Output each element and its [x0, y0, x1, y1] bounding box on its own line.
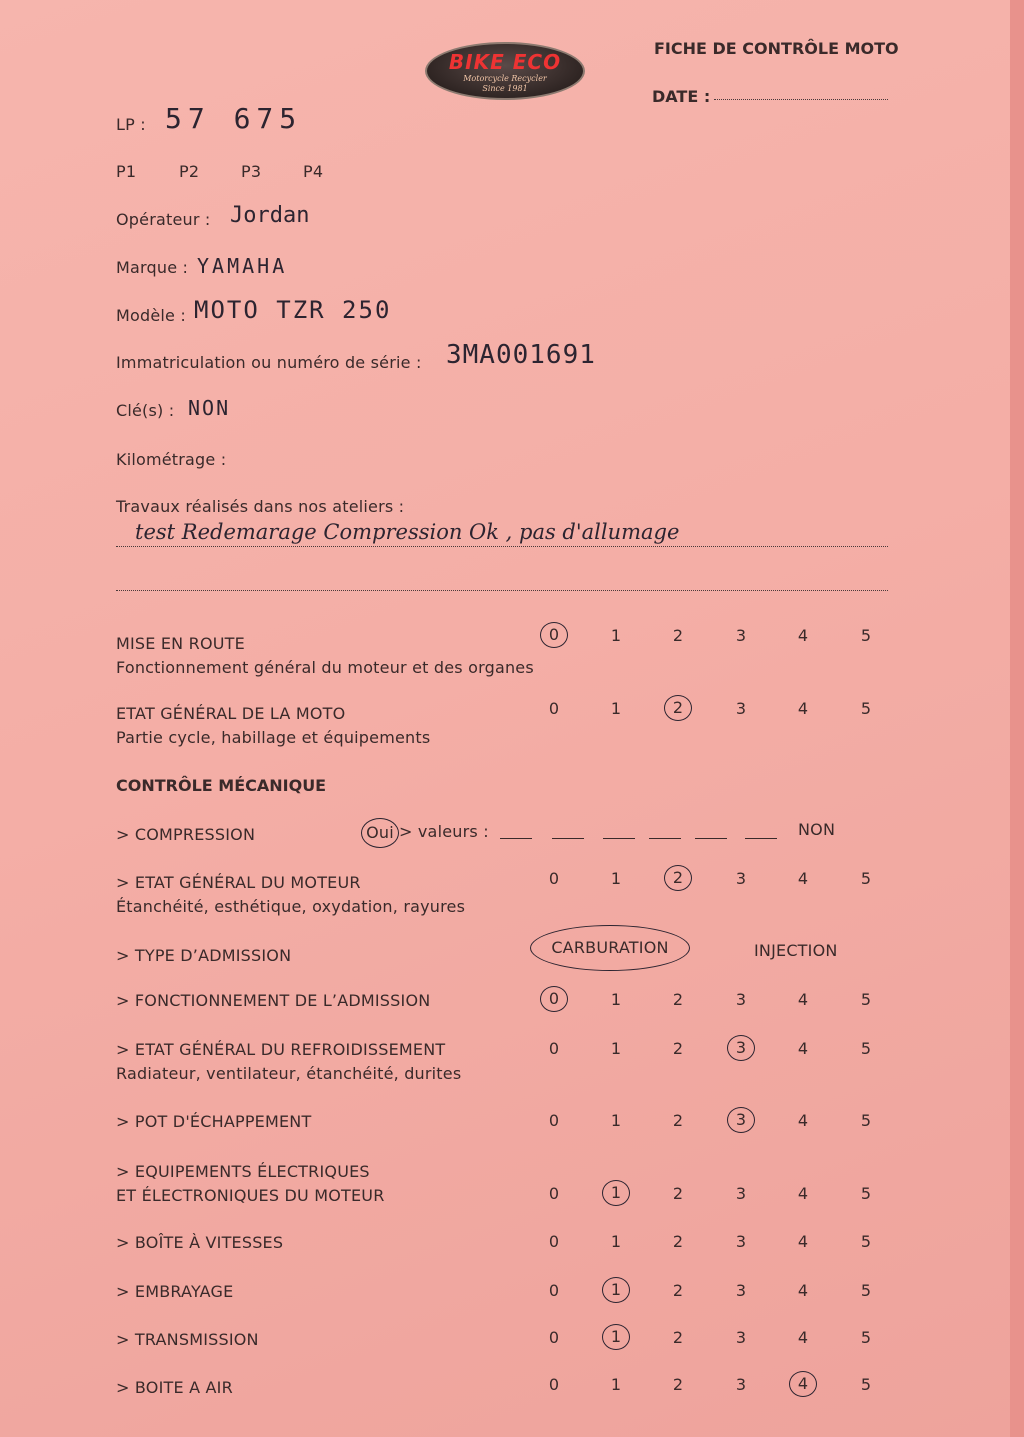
- rating-option[interactable]: 5: [860, 626, 872, 645]
- valeur-field-5[interactable]: [695, 838, 727, 839]
- cles-label: Clé(s) :: [116, 401, 175, 420]
- rating-option[interactable]: 3: [735, 626, 747, 645]
- rating-option[interactable]: 5: [860, 1184, 872, 1203]
- rating-title: MISE EN ROUTE: [116, 634, 245, 653]
- rating-option[interactable]: 3: [735, 1281, 747, 1300]
- rating-option[interactable]: 4: [797, 1328, 809, 1347]
- logo-tagline: Motorcycle Recycler: [463, 74, 547, 83]
- lp-label: LP :: [116, 115, 146, 134]
- km-label: Kilométrage :: [116, 450, 227, 469]
- rating-option[interactable]: 0: [548, 1039, 560, 1058]
- rating-option-selected[interactable]: 3: [727, 1107, 755, 1133]
- rating-option[interactable]: 3: [735, 990, 747, 1009]
- rating-option[interactable]: 2: [672, 1281, 684, 1300]
- rating-option[interactable]: 2: [672, 1375, 684, 1394]
- rating-option-selected[interactable]: 2: [664, 695, 692, 721]
- rating-option[interactable]: 4: [797, 626, 809, 645]
- rating-title: ETAT GÉNÉRAL DE LA MOTO: [116, 704, 346, 723]
- rating-option-selected[interactable]: 4: [789, 1371, 817, 1397]
- rating-option[interactable]: 0: [548, 1375, 560, 1394]
- rating-option[interactable]: 4: [797, 699, 809, 718]
- rating-option-selected[interactable]: 0: [540, 986, 568, 1012]
- rating-title: > BOÎTE À VITESSES: [116, 1233, 284, 1252]
- travaux-line-1: [116, 546, 888, 547]
- date-field[interactable]: [714, 99, 888, 100]
- rating-option[interactable]: 5: [860, 1281, 872, 1300]
- rating-option[interactable]: 1: [610, 1111, 622, 1130]
- rating-option[interactable]: 3: [735, 699, 747, 718]
- rating-option[interactable]: 5: [860, 1328, 872, 1347]
- background-edge: [1010, 0, 1024, 1437]
- immat-value[interactable]: 3MA001691: [446, 340, 596, 370]
- rating-option[interactable]: 4: [797, 990, 809, 1009]
- rating-option-selected[interactable]: 1: [602, 1324, 630, 1350]
- rating-subtitle: Fonctionnement général du moteur et des organes: [116, 658, 534, 677]
- position-p3[interactable]: P3: [241, 162, 262, 181]
- rating-option[interactable]: 0: [548, 1328, 560, 1347]
- rating-option[interactable]: 0: [548, 1232, 560, 1251]
- valeur-field-2[interactable]: [552, 838, 584, 839]
- rating-option[interactable]: 5: [860, 1111, 872, 1130]
- modele-label: Modèle :: [116, 306, 186, 325]
- rating-subtitle: Radiateur, ventilateur, étanchéité, durites: [116, 1064, 462, 1083]
- admission-type-label: > TYPE D’ADMISSION: [116, 946, 292, 965]
- rating-title: > EQUIPEMENTS ÉLECTRIQUES: [116, 1162, 370, 1181]
- rating-title: > TRANSMISSION: [116, 1330, 259, 1349]
- rating-option[interactable]: 2: [672, 1328, 684, 1347]
- rating-option[interactable]: 0: [548, 699, 560, 718]
- rating-subtitle: Étanchéité, esthétique, oxydation, rayures: [116, 897, 466, 916]
- section-controle-mecanique: CONTRÔLE MÉCANIQUE: [116, 776, 327, 795]
- lp-value[interactable]: 57 675: [165, 102, 303, 135]
- rating-option[interactable]: 1: [610, 626, 622, 645]
- valeur-field-6[interactable]: [745, 838, 777, 839]
- rating-option[interactable]: 2: [672, 1232, 684, 1251]
- rating-option-selected[interactable]: 3: [727, 1035, 755, 1061]
- rating-option[interactable]: 5: [860, 869, 872, 888]
- marque-label: Marque :: [116, 258, 189, 277]
- injection-option[interactable]: INJECTION: [754, 941, 838, 960]
- rating-option[interactable]: 1: [610, 1232, 622, 1251]
- carburation-option[interactable]: CARBURATION: [530, 925, 690, 971]
- rating-option[interactable]: 0: [548, 1111, 560, 1130]
- rating-option[interactable]: 1: [610, 699, 622, 718]
- valeur-field-3[interactable]: [603, 838, 635, 839]
- compression-oui-option[interactable]: Oui: [361, 818, 399, 848]
- rating-option[interactable]: 5: [860, 1232, 872, 1251]
- rating-option[interactable]: 2: [672, 626, 684, 645]
- rating-title: > BOITE A AIR: [116, 1378, 233, 1397]
- rating-title: > ETAT GÉNÉRAL DU MOTEUR: [116, 873, 361, 892]
- compression-valeurs-label: > valeurs :: [399, 822, 489, 841]
- rating-option-selected[interactable]: 1: [602, 1180, 630, 1206]
- rating-option[interactable]: 3: [735, 1232, 747, 1251]
- rating-option[interactable]: 1: [610, 869, 622, 888]
- cles-value[interactable]: NON: [188, 396, 231, 420]
- rating-subtitle: ET ÉLECTRONIQUES DU MOTEUR: [116, 1186, 385, 1205]
- rating-title: > EMBRAYAGE: [116, 1282, 234, 1301]
- rating-option[interactable]: 2: [672, 990, 684, 1009]
- rating-option[interactable]: 3: [735, 1375, 747, 1394]
- rating-option[interactable]: 3: [735, 1184, 747, 1203]
- rating-option[interactable]: 1: [610, 1039, 622, 1058]
- compression-non-option[interactable]: NON: [798, 820, 836, 839]
- position-p1[interactable]: P1: [116, 162, 137, 181]
- rating-option[interactable]: 4: [797, 1111, 809, 1130]
- travaux-value[interactable]: test Redemarage Compression Ok , pas d'allumage: [135, 520, 680, 544]
- rating-option[interactable]: 4: [797, 1281, 809, 1300]
- marque-value[interactable]: YAMAHA: [197, 254, 288, 278]
- rating-option[interactable]: 0: [548, 1281, 560, 1300]
- rating-option[interactable]: 4: [797, 869, 809, 888]
- logo-since: Since 1981: [482, 84, 528, 93]
- rating-option-selected[interactable]: 0: [540, 622, 568, 648]
- rating-option-selected[interactable]: 2: [664, 865, 692, 891]
- rating-option[interactable]: 5: [860, 990, 872, 1009]
- immat-label: Immatriculation ou numéro de série :: [116, 353, 422, 372]
- rating-option[interactable]: 0: [548, 1184, 560, 1203]
- rating-option[interactable]: 1: [610, 990, 622, 1009]
- date-label: DATE :: [652, 87, 711, 106]
- rating-title: > FONCTIONNEMENT DE L’ADMISSION: [116, 991, 431, 1010]
- rating-option[interactable]: 3: [735, 1328, 747, 1347]
- rating-subtitle: Partie cycle, habillage et équipements: [116, 728, 431, 747]
- operateur-label: Opérateur :: [116, 210, 211, 229]
- rating-title: > POT D'ÉCHAPPEMENT: [116, 1112, 312, 1131]
- compression-label: > COMPRESSION: [116, 825, 256, 844]
- valeur-field-1[interactable]: [500, 838, 532, 839]
- rating-option[interactable]: 5: [860, 699, 872, 718]
- rating-option[interactable]: 5: [860, 1039, 872, 1058]
- position-p2[interactable]: P2: [179, 162, 200, 181]
- logo-brand: BIKE ECO: [448, 50, 562, 74]
- rating-option[interactable]: 4: [797, 1039, 809, 1058]
- rating-option[interactable]: 3: [735, 869, 747, 888]
- bike-eco-logo: [425, 42, 585, 100]
- rating-option[interactable]: 5: [860, 1375, 872, 1394]
- travaux-line-2[interactable]: [116, 590, 888, 591]
- rating-option[interactable]: 4: [797, 1184, 809, 1203]
- rating-option[interactable]: 1: [610, 1375, 622, 1394]
- modele-value[interactable]: MOTO TZR 250: [194, 296, 392, 324]
- position-p4[interactable]: P4: [303, 162, 324, 181]
- rating-option[interactable]: 0: [548, 869, 560, 888]
- valeur-field-4[interactable]: [649, 838, 681, 839]
- rating-option[interactable]: 2: [672, 1039, 684, 1058]
- travaux-label: Travaux réalisés dans nos ateliers :: [116, 497, 405, 516]
- rating-title: > ETAT GÉNÉRAL DU REFROIDISSEMENT: [116, 1040, 446, 1059]
- rating-option[interactable]: 2: [672, 1184, 684, 1203]
- rating-option[interactable]: 4: [797, 1232, 809, 1251]
- form-title: FICHE DE CONTRÔLE MOTO: [654, 39, 899, 58]
- operateur-value[interactable]: Jordan: [230, 203, 310, 228]
- rating-option-selected[interactable]: 1: [602, 1277, 630, 1303]
- rating-option[interactable]: 2: [672, 1111, 684, 1130]
